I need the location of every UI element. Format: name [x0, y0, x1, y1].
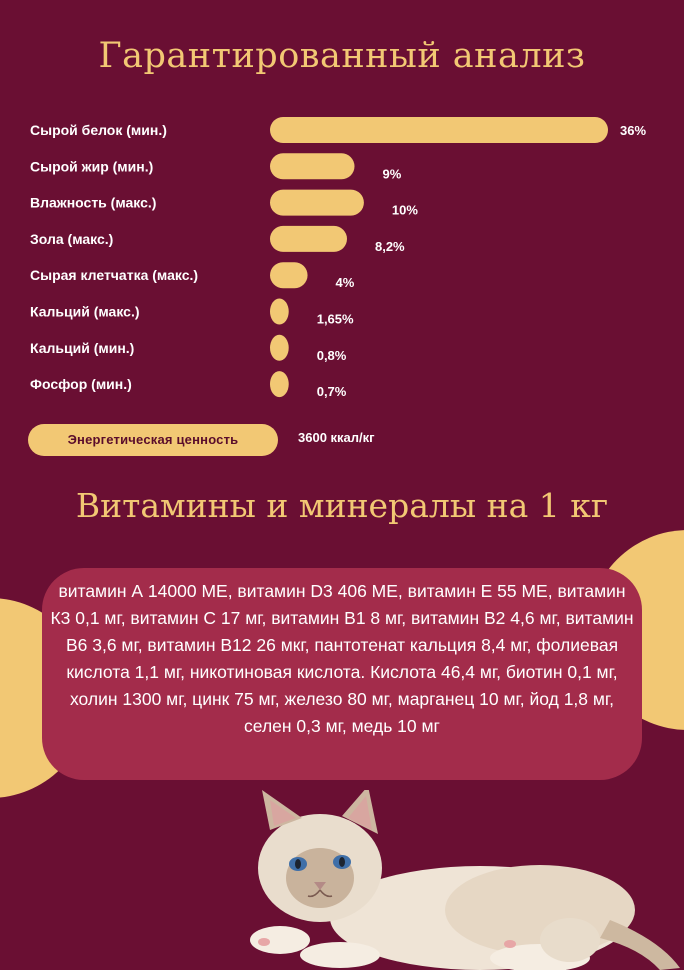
bar-category-label: Зола (макс.)	[30, 230, 114, 247]
bar-category-label: Сырой жир (мин.)	[30, 158, 154, 175]
bar-category-label: Кальций (мин.)	[30, 339, 135, 356]
bar-category-label: Сырой белок (мин.)	[30, 122, 167, 138]
bar-value-label: 36%	[620, 123, 647, 138]
kitten-illustration	[240, 790, 684, 970]
bar-value-label: 4%	[335, 275, 355, 291]
bar	[270, 226, 347, 252]
bar-value-label: 9%	[382, 166, 402, 182]
vitamins-heading: Витамины и минералы на 1 кг	[75, 486, 609, 525]
bar-value-label: 1,65%	[316, 311, 354, 327]
bar-category-label: Влажность (макс.)	[30, 194, 157, 211]
bar-category-label: Фосфор (мин.)	[30, 376, 132, 393]
bar-category-label: Сырая клетчатка (макс.)	[30, 267, 199, 284]
bar	[270, 299, 289, 325]
energy-value: 3600 ккал/кг	[298, 430, 375, 445]
bar	[270, 153, 355, 179]
bar-value-label: 8,2%	[374, 238, 405, 254]
analysis-heading: Гарантированный анализ	[98, 36, 586, 76]
bar	[270, 335, 289, 361]
bar	[270, 371, 289, 397]
bar-value-label: 0,7%	[316, 384, 347, 400]
bar-value-label: 0,8%	[316, 347, 347, 363]
bar	[270, 190, 364, 216]
bar	[270, 117, 608, 143]
bar	[270, 262, 308, 288]
bar-category-label: Кальций (макс.)	[30, 303, 140, 320]
bar-value-label: 10%	[391, 202, 418, 218]
analysis-bar-chart	[0, 100, 684, 410]
vitamins-text: витамин А 14000 МЕ, витамин D3 406 МЕ, витамин Е 55 МЕ, витамин К3 0,1 мг, витамин С 17 мг, витамин В1 8 мг, витамин В2 4,6 мг, витамин В6 3,6 мг, витамин В12 26 мкг, пантотенат кальция 8,4 мг, фолиевая кислота 1,1 мг, никотиновая кислота. Кислота 46,4 мг, биотин 0,1 мг, холин 1300 мг, цинк 75 мг, железо 80 мг, марганец 10 мг, йод 1,8 мг, селен 0,3 мг, медь 10 мг	[50, 581, 634, 736]
energy-label-pill: Энергетическая ценность	[28, 424, 278, 456]
